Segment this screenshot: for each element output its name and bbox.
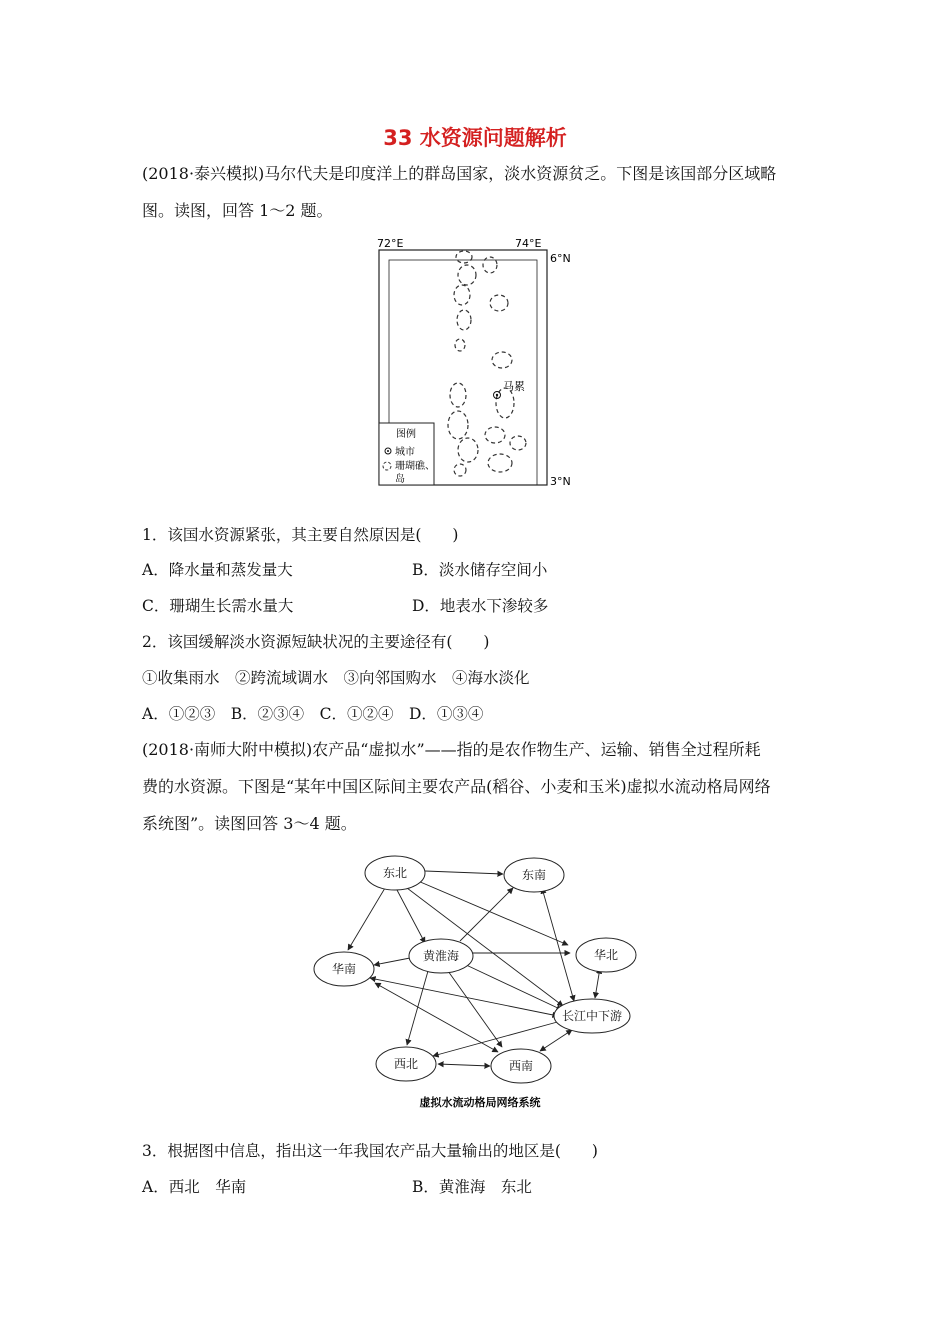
atoll bbox=[456, 251, 472, 263]
label-dongnan: 东南 bbox=[521, 868, 547, 882]
intro2-line-2: 费的水资源。下图是“某年中国区际间主要农产品(稻谷、小麦和玉米)虚拟水流动格局网络 bbox=[142, 777, 771, 796]
arrow-xibei-xinan bbox=[438, 1064, 490, 1066]
label-dongbei: 东北 bbox=[382, 866, 408, 880]
question-1-stem: 1．该国水资源紧张，其主要自然原因是( ) bbox=[142, 526, 459, 544]
intro2-line-3: 系统图”。读图回答 3～4 题。 bbox=[142, 814, 357, 833]
flow-arrows bbox=[348, 871, 600, 1066]
arrow-huanghuaihai-changjiang bbox=[462, 963, 562, 1010]
arrow-dongbei-huanan bbox=[348, 888, 385, 950]
atoll-outlines bbox=[448, 251, 526, 476]
atoll bbox=[454, 285, 470, 305]
legend-city-label: 城市 bbox=[395, 447, 415, 458]
arrow-huanghuaihai-dongnan bbox=[460, 888, 513, 941]
region-labels bbox=[332, 866, 622, 1073]
question-3-option-a: A．西北 华南 bbox=[142, 1178, 247, 1196]
maldives-map bbox=[372, 235, 587, 490]
arrow-huabei-changjiang bbox=[595, 968, 600, 998]
arrow-changjiang-xinan bbox=[540, 1030, 572, 1051]
lat-top-label: 6°N bbox=[550, 252, 571, 265]
atoll bbox=[483, 257, 497, 273]
atoll bbox=[485, 427, 505, 443]
legend-title: 图例 bbox=[396, 429, 416, 440]
atoll bbox=[450, 383, 466, 407]
lat-bottom-label: 3°N bbox=[550, 475, 571, 488]
atoll bbox=[454, 464, 466, 476]
intro2-line-1: (2018·南师大附中模拟)农产品“虚拟水”——指的是农作物生产、运输、销售全过程所耗 bbox=[142, 740, 761, 759]
label-xibei: 西北 bbox=[393, 1057, 419, 1071]
label-huanan: 华南 bbox=[331, 962, 357, 976]
question-1-option-b: B．淡水储存空间小 bbox=[412, 561, 548, 579]
atoll bbox=[510, 436, 526, 450]
legend-reef-label-1: 珊瑚礁、 bbox=[395, 461, 435, 472]
legend-reef-label-2: 岛 bbox=[395, 474, 405, 485]
question-1-option-c: C．珊瑚生长需水量大 bbox=[142, 597, 294, 615]
atoll bbox=[488, 454, 512, 472]
intro-paragraph-2 bbox=[142, 731, 822, 842]
lon-left-label: 72°E bbox=[377, 237, 404, 250]
intro1-line-1: (2018·泰兴模拟)马尔代夫是印度洋上的群岛国家，淡水资源贫乏。下图是该国部分区域略 bbox=[142, 164, 777, 183]
question-3-option-b: B．黄淮海 东北 bbox=[412, 1178, 532, 1196]
question-2-stem: 2．该国缓解淡水资源短缺状况的主要途径有( ) bbox=[142, 633, 490, 651]
male-city-label: 马累 bbox=[503, 380, 525, 393]
question-2-options: A．①②③ B．②③④ C．①②④ D．①③④ bbox=[142, 705, 484, 723]
atoll bbox=[492, 352, 512, 368]
lon-right-label: 74°E bbox=[515, 237, 542, 250]
arrow-huanan-changjiang bbox=[370, 978, 558, 1016]
question-1-option-a: A．降水量和蒸发量大 bbox=[142, 561, 293, 579]
page-title: 33 水资源问题解析 bbox=[383, 126, 567, 150]
label-changjiang: 长江中下游 bbox=[561, 1009, 623, 1023]
label-xinan: 西南 bbox=[508, 1059, 534, 1073]
intro1-line-2: 图。读图，回答 1～2 题。 bbox=[142, 201, 333, 220]
question-2-items: ①收集雨水 ②跨流域调水 ③向邻国购水 ④海水淡化 bbox=[142, 669, 530, 687]
arrow-huanghuaihai-xibei bbox=[407, 971, 428, 1045]
atoll bbox=[490, 295, 508, 311]
intro-paragraph-1 bbox=[142, 155, 822, 229]
diagram-caption: 虚拟水流动格局网络系统 bbox=[419, 1096, 541, 1109]
virtual-water-network-diagram bbox=[300, 848, 660, 1113]
arrow-dongbei-dongnan bbox=[425, 871, 503, 874]
legend-city-icon-dot bbox=[387, 450, 389, 452]
arrow-huanghuaihai-xinan bbox=[448, 971, 502, 1047]
question-3-stem: 3．根据图中信息，指出这一年我国农产品大量输出的地区是( ) bbox=[142, 1142, 598, 1160]
arrow-huanan-xinan bbox=[375, 983, 498, 1052]
atoll bbox=[458, 438, 478, 462]
arrow-huanghuaihai-huanan bbox=[374, 958, 410, 965]
label-huabei: 华北 bbox=[593, 948, 619, 962]
male-city-marker-dot bbox=[496, 394, 498, 396]
atoll bbox=[458, 265, 476, 285]
question-1-option-d: D．地表水下渗较多 bbox=[412, 597, 549, 615]
atoll bbox=[455, 339, 465, 351]
atoll bbox=[448, 411, 468, 439]
label-huanghuaihai: 黄淮海 bbox=[422, 949, 460, 963]
atoll bbox=[457, 310, 471, 330]
arrow-dongnan-changjiang bbox=[542, 888, 574, 1001]
